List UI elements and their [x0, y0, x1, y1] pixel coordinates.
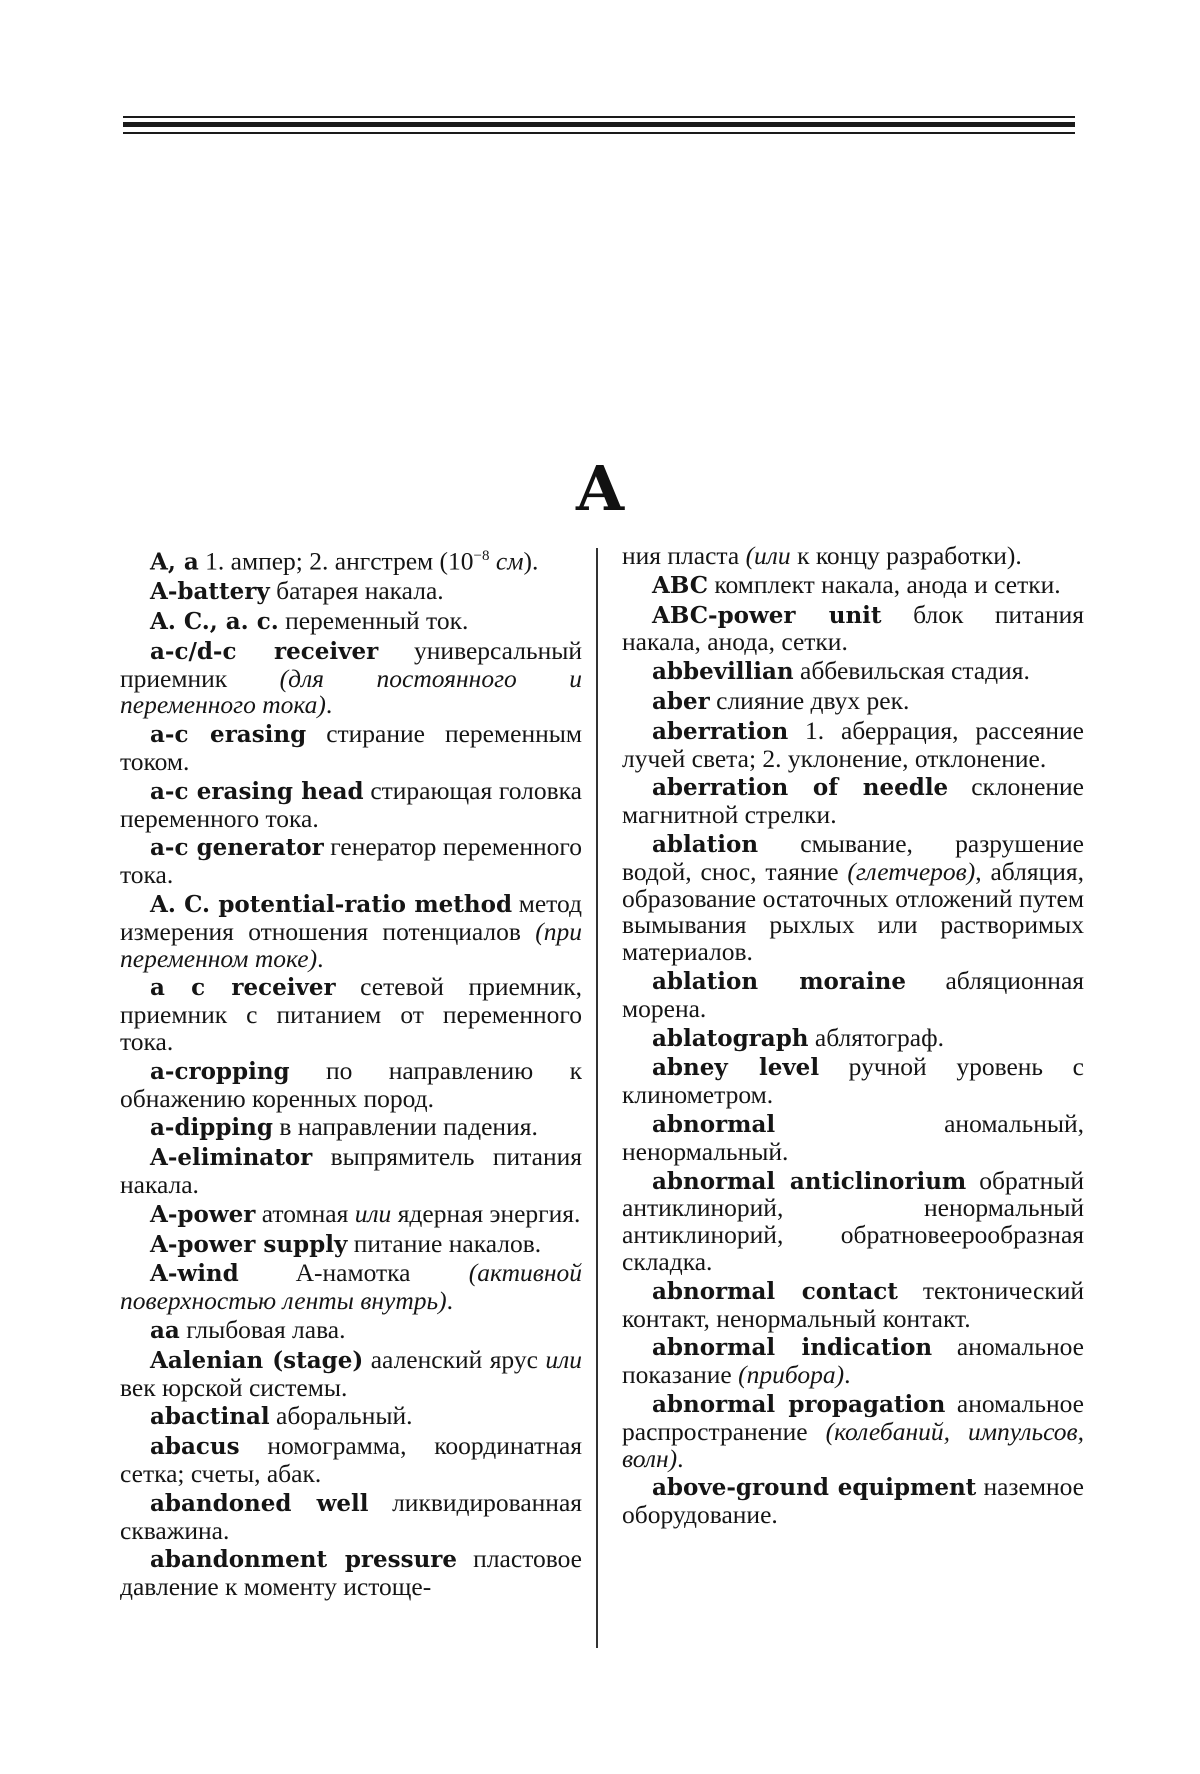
entry-definition: батарея накала.	[269, 576, 444, 606]
entry-term: A. C. potential-ratio method	[150, 891, 513, 919]
entry-definition: обратный антиклинорий, ненормальный антиклинорий, обратновеерообразная складка.	[622, 1165, 1084, 1276]
entry-term: abandoned well	[150, 1489, 369, 1517]
column-divider	[596, 548, 598, 1648]
entry-tail: .	[325, 690, 333, 720]
entry-term: A, a	[150, 548, 199, 576]
dictionary-entry	[622, 1334, 1084, 1389]
entry-note: (при переменном токе)	[120, 916, 582, 973]
entry-term: A-battery	[150, 578, 270, 606]
entry-definition: номограмма, координатная сетка; счеты, абак.	[120, 1431, 582, 1488]
dictionary-entry	[622, 599, 1084, 657]
entry-term: abnormal anticlinorium	[652, 1167, 967, 1195]
entry-term: A-power supply	[150, 1230, 348, 1258]
header-rule-middle	[123, 122, 1075, 127]
right-column	[622, 543, 1084, 1663]
entry-term: Aalenian (stage)	[150, 1346, 364, 1374]
entry-term: ABC	[652, 571, 709, 599]
entry-note: (колебаний, импульсов, волн)	[622, 1416, 1084, 1473]
entry-definition: аббевильская стадия.	[793, 656, 1030, 686]
dictionary-entry	[120, 1317, 582, 1345]
entry-term: a c receiver	[150, 974, 336, 1002]
entry-definition: переменный ток.	[278, 606, 469, 636]
entry-term: A. C., a. c.	[150, 608, 279, 636]
header-rule-bottom	[123, 132, 1075, 134]
entry-definition: комплект накала, анода и сетки.	[708, 569, 1061, 599]
dictionary-entry	[120, 834, 582, 889]
entry-definition: ааленский ярус	[363, 1344, 546, 1374]
entry-definition: аблятограф.	[808, 1022, 944, 1052]
entry-definition: 1. аберрация, рассеяние лучей света; 2. уклонение, отклонение.	[622, 715, 1084, 773]
entry-definition: стирание переменным током.	[120, 719, 582, 777]
entry-tail: .	[844, 1360, 851, 1390]
dictionary-entry	[120, 1403, 582, 1431]
dictionary-entry	[622, 1474, 1084, 1529]
entry-note: (или	[745, 543, 791, 570]
section-letter: A	[575, 452, 625, 525]
entry-term: a-c erasing	[150, 721, 307, 749]
dictionary-entry	[622, 1275, 1084, 1333]
entry-term: abnormal propagation	[652, 1390, 946, 1418]
dictionary-entry	[120, 1433, 582, 1488]
entry-note: см	[489, 546, 524, 576]
dictionary-entry	[120, 1144, 582, 1199]
dictionary-entry	[622, 685, 1084, 716]
entry-definition: аборальный.	[269, 1401, 413, 1431]
entry-definition: слияние двух рек.	[709, 685, 910, 715]
dictionary-entry	[120, 635, 582, 720]
entry-definition: глыбовая лава.	[179, 1315, 346, 1345]
dictionary-entry	[120, 1114, 582, 1142]
entry-definition: сетевой приемник, приемник с питанием от переменного тока.	[120, 972, 582, 1057]
entry-definition: абляционная морена.	[622, 965, 1084, 1023]
entry-note: (активной поверхностью ленты внутрь)	[120, 1258, 582, 1316]
entry-tail: ядерная энергия.	[391, 1198, 581, 1228]
entry-tail: , абляция, образование остаточных отложений путем вымывания рыхлых или растворимых материалов.	[622, 856, 1084, 967]
entry-term: aa	[150, 1317, 180, 1345]
entry-term: a-dipping	[150, 1114, 273, 1142]
dictionary-entry	[622, 658, 1084, 686]
entry-term: abnormal	[652, 1110, 776, 1138]
entry-definition: в направлении падения.	[272, 1112, 538, 1142]
entry-definition: питание накалов.	[347, 1228, 542, 1258]
dictionary-entry	[622, 715, 1084, 773]
entry-definition: по направлению к обнажению коренных пород.	[120, 1055, 582, 1113]
entry-term: ablatograph	[652, 1024, 809, 1052]
entry-note: (прибора)	[738, 1360, 845, 1390]
dictionary-entry	[120, 1487, 582, 1545]
entry-term: ABC-power unit	[652, 601, 882, 629]
dictionary-entry	[622, 1022, 1084, 1053]
entry-definition: аномальное распространение	[622, 1388, 1084, 1446]
entry-term: above-ground equipment	[652, 1474, 977, 1502]
entry-term: ablation	[652, 830, 759, 858]
dictionary-entry	[622, 1388, 1084, 1473]
dictionary-entry	[622, 965, 1084, 1023]
entry-superscript: −8	[473, 548, 490, 564]
entry-term: A-wind	[150, 1260, 239, 1288]
entry-term: a-c generator	[150, 834, 324, 862]
entry-definition: выпрямитель питания накала.	[120, 1142, 582, 1200]
header-rule-top	[123, 116, 1075, 118]
entry-definition: атомная	[255, 1198, 355, 1228]
entry-term: abacus	[150, 1433, 240, 1461]
entry-definition: ния пласта	[622, 543, 746, 570]
dictionary-entry	[120, 1055, 582, 1113]
entry-term: a-c erasing head	[150, 777, 364, 805]
entry-term: abnormal contact	[652, 1277, 898, 1305]
entry-term: A-power	[150, 1200, 256, 1228]
dictionary-entry	[120, 1228, 582, 1259]
entry-term: a-cropping	[150, 1057, 290, 1085]
entry-term: ablation moraine	[652, 967, 906, 995]
entry-term: abandonment pressure	[150, 1546, 458, 1574]
entry-term: aberration	[652, 717, 789, 745]
dictionary-entry	[120, 891, 582, 972]
entry-definition: наземное оборудование.	[622, 1472, 1084, 1530]
entry-tail: .	[317, 943, 324, 973]
entry-tail: к концу разработки).	[790, 543, 1022, 570]
dictionary-entry	[622, 569, 1084, 600]
entry-term: abney level	[652, 1054, 820, 1082]
entry-definition: A-намотка	[238, 1258, 469, 1288]
entry-term: abactinal	[150, 1403, 270, 1431]
entry-tail: век юрской системы.	[120, 1372, 348, 1402]
dictionary-entry	[120, 1344, 582, 1402]
entry-definition: пластовое давление к моменту истоще-	[120, 1544, 582, 1602]
dictionary-entry	[120, 543, 582, 576]
entry-tail: ).	[523, 546, 539, 576]
dictionary-entry	[120, 1198, 582, 1229]
dictionary-entry	[120, 608, 582, 636]
dictionary-entry	[120, 721, 582, 776]
entry-definition: генератор переменного тока.	[120, 832, 582, 890]
entry-term: aberration of needle	[652, 774, 949, 802]
entry-term: abbevillian	[652, 658, 794, 686]
dictionary-entry	[622, 543, 1084, 570]
entry-definition: 1. ампер; 2. ангстрем (10	[198, 546, 474, 576]
entry-note: (глетчеров)	[847, 856, 976, 886]
entry-tail: .	[677, 1443, 684, 1473]
entry-definition: метод измерения отношения потенциалов	[120, 889, 582, 946]
entry-definition: блок питания накала, анода, сетки.	[622, 599, 1084, 657]
dictionary-entry	[120, 974, 582, 1055]
dictionary-entry	[622, 774, 1084, 829]
entry-term: abnormal indication	[652, 1334, 933, 1362]
entry-term: aber	[652, 687, 710, 715]
entry-definition: ручной уровень с клинометром.	[622, 1052, 1084, 1110]
dictionary-entry	[622, 1165, 1084, 1276]
dictionary-entry	[622, 828, 1084, 967]
dictionary-entry	[622, 1108, 1084, 1166]
entry-term: A-eliminator	[150, 1144, 313, 1172]
entry-note: или	[354, 1198, 392, 1228]
entry-tail: .	[446, 1286, 453, 1316]
dictionary-entry	[120, 1546, 582, 1601]
dictionary-entry	[622, 1054, 1084, 1109]
entry-definition: стирающая головка переменного тока.	[120, 775, 582, 833]
entry-note: или	[545, 1344, 582, 1374]
entry-definition: смывание, разрушение водой, снос, таяние	[622, 828, 1084, 886]
entry-definition: ликвидированная скважина.	[120, 1487, 582, 1545]
entry-term: a-c/d-c receiver	[150, 637, 379, 665]
entry-definition: склонение магнитной стрелки.	[622, 772, 1084, 830]
dictionary-entry	[120, 775, 582, 833]
dictionary-entry	[120, 1260, 582, 1315]
entry-definition: аномальное показание	[622, 1332, 1084, 1390]
dictionary-entry	[120, 578, 582, 606]
entry-definition: универсальный приемник	[120, 635, 582, 693]
entry-note: (для постоянного и переменного тока)	[120, 663, 582, 720]
left-column	[120, 543, 582, 1663]
entry-definition: аномальный, ненормальный.	[622, 1108, 1084, 1166]
entry-definition: тектонический контакт, ненормальный контакт.	[622, 1275, 1084, 1333]
